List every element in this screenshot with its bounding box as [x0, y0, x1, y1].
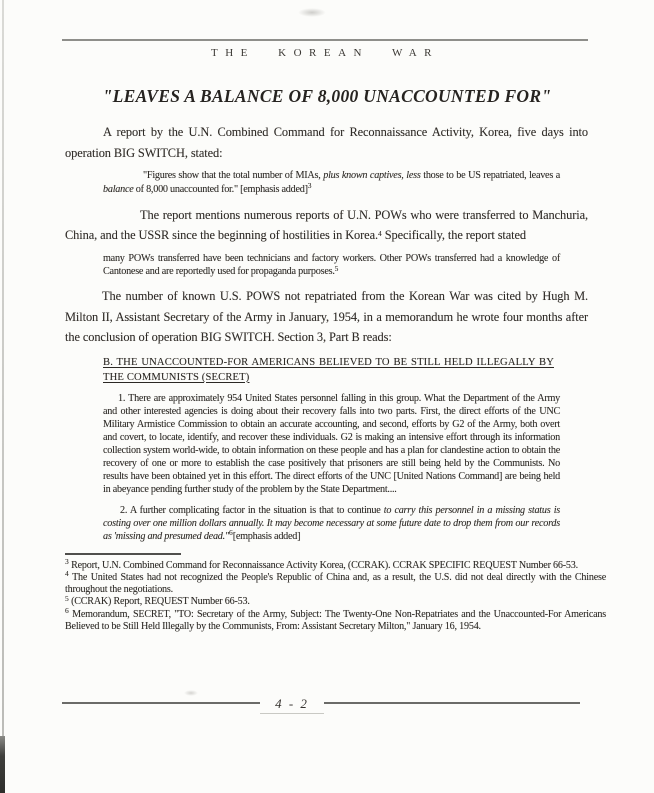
footnote-marker: 5 [65, 593, 69, 603]
page-title: "LEAVES A BALANCE OF 8,000 UNACCOUNTED FOR" [102, 86, 552, 106]
scan-artifact-bar [0, 736, 5, 793]
text-run: 2. A further complicating factor in the situation is that to continue [120, 504, 384, 516]
text-run: "Figures show that the total number of MIAs, [143, 170, 324, 181]
body-paragraph [65, 122, 588, 163]
body-paragraph [65, 286, 588, 348]
memo-section-heading [103, 355, 554, 385]
footnote-marker: 4 [65, 569, 69, 579]
text-run: [emphasis added] [232, 530, 301, 542]
footnote-reference: 5 [334, 263, 339, 273]
footnote [65, 606, 606, 633]
text-run: A report by the U.N. Combined Command for Reconnaissance Activity, Korea, five days into operation BIG SWITCH, stated: [65, 125, 588, 160]
text-run: The report mentions numerous reports of U.N. POWs who were transferred to Manchuria, China, and the USSR since the beginning of hostilities in Korea. [65, 207, 588, 243]
footnote-marker: 6 [65, 606, 69, 615]
page-number: 4 - 2 [260, 695, 324, 714]
footnote-reference: 3 [307, 181, 312, 191]
footnote-separator [65, 553, 181, 555]
page-footer [62, 695, 580, 717]
scan-edge-line [2, 0, 4, 793]
footnote-list [65, 557, 606, 633]
emphasized-text: balance [103, 183, 134, 195]
footnote [65, 557, 606, 572]
footnote-text: Report, U.N. Combined Command for Reconnaissance Activity Korea, (CCRAK). CCRAK SPECIFIC REQUEST Number 66-53. [68, 559, 578, 571]
text-run: many POWs transferred have been technicians and factory workers. Other POWs transferred had a knowledge of Cantonese and are reportedly used for propaganda purposes. [103, 252, 560, 278]
block-quote [103, 252, 560, 280]
body-paragraph [65, 205, 588, 246]
running-header [62, 39, 588, 61]
block-quote [103, 169, 560, 197]
footnote-text: Memorandum, SECRET, "TO: Secretary of the Army, Subject: The Twenty-One Non-Repatriates and the Unaccounted-For Americans Believed to be Still Held Illegally by the Communists, From: Assistant Secretary Milton," January 16, 1954. [65, 608, 606, 632]
text-run: those to be US repatriated, leaves a [420, 170, 560, 181]
running-header-title: THE KOREAN WAR [211, 47, 439, 59]
emphasized-text: plus known captives, less [323, 170, 421, 181]
memo-paragraph [103, 504, 560, 543]
text-run: of 8,000 unaccounted for." [emphasis added] [133, 183, 308, 195]
text-run: 1. There are approximately 954 United States personnel falling in this group. What the Department of the Army and other interested agencies is doing about their recovery falls into two parts. First, the direct efforts of the UNC Military Armistice Commission to obtain an accurate accounting, and second, efforts by G2 of the Army, both overt and covert, to locate, identify, and recover these individuals. G2 is making an intensive effort through its information collection system world-wide, to obtain information on these people and has a plan for clandestine action to obtain the recovery of one or more to establish the case positively that prisoners are still being held by the Communists. No results have been obtained yet in this effort. The direct efforts of the UNC [United Nations Command] are being held in abeyance pending further study of the problem by the State Department.... [103, 392, 560, 495]
header-rule [62, 39, 588, 41]
footnote [65, 569, 606, 596]
footnote-reference: 4 [377, 228, 382, 238]
footnote [65, 593, 606, 608]
footnote-text: The United States had not recognized the People's Republic of China and, as a result, the U.S. did not deal directly with the Chinese throughout the negotiations. [65, 571, 606, 596]
footnote-reference: 6 [228, 528, 233, 538]
scan-smudge [298, 8, 326, 17]
memo-paragraph [103, 392, 560, 496]
text-run: Specifically, the report stated [381, 228, 527, 243]
footnote-text: (CCRAK) Report, REQUEST Number 66-53. [68, 596, 250, 608]
footnote-section [65, 553, 606, 633]
footnote-marker: 3 [65, 557, 69, 567]
text-run: The number of known U.S. POWS not repatriated from the Korean War was cited by Hugh M. Milton II, Assistant Secretary of the Army in January, 1954, in a memorandum he wrote four months after the conclusion of operation BIG SWITCH. Section 3, Part B reads: [65, 289, 588, 345]
emphasized-text: to carry this personnel in a missing status is costing over one million dollars annually. It may become necessary at some future date to drop them from our records as 'missing and presumed dead." [103, 504, 560, 542]
document-blocks [65, 122, 588, 543]
text-run: B. THE UNACCOUNTED-FOR AMERICANS BELIEVED TO BE STILL HELD ILLEGALLY BY THE COMMUNISTS (SECRET) [103, 356, 554, 383]
